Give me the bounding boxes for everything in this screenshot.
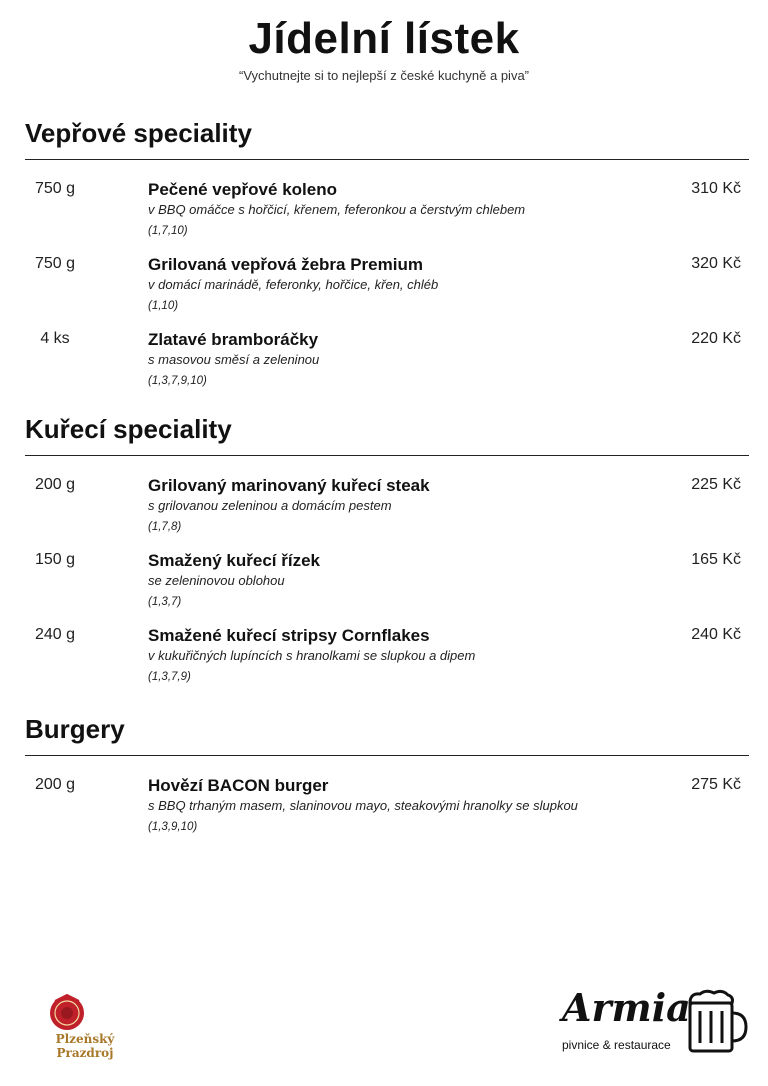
item-price: 165 Kč: [691, 551, 741, 568]
item-name: Hovězí BACON burger: [148, 776, 329, 795]
item-allergens: (1,3,7,9): [148, 671, 191, 683]
item-quantity: 4 ks: [40, 330, 70, 347]
item-quantity: 200 g: [34, 476, 76, 493]
item-quantity: 150 g: [34, 551, 76, 568]
menu-section-chicken: [25, 411, 749, 701]
item-allergens: (1,10): [148, 300, 179, 312]
item-name: Pečené vepřové koleno: [148, 180, 337, 199]
plzensky-prazdroj-wordmark: Plzeňský Prazdroj: [55, 1032, 115, 1060]
section-title: Burgery: [25, 714, 125, 744]
menu-section-pork: [25, 115, 749, 405]
item-allergens: (1,3,7): [148, 596, 182, 608]
item-allergens: (1,7,10): [148, 225, 188, 237]
armia-tagline: pivnice & restaurace: [562, 1038, 671, 1052]
item-price: 275 Kč: [691, 776, 741, 793]
page-title: Jídelní lístek: [248, 14, 520, 63]
section-title: Vepřové speciality: [25, 118, 252, 148]
plzensky-prazdroj-logo: [33, 994, 137, 1060]
item-description: v BBQ omáčce s hořčicí, křenem, feferonkou a čerstvým chlebem: [148, 202, 526, 217]
item-description: v kukuřičných lupíncích s hranolkami se slupkou a dipem: [148, 648, 476, 663]
item-description: se zeleninovou oblohou: [148, 573, 285, 588]
item-allergens: (1,7,8): [148, 521, 182, 533]
section-title: Kuřecí speciality: [25, 414, 232, 444]
armia-wordmark: Armia: [562, 985, 691, 1030]
item-name: Grilovaný marinovaný kuřecí steak: [148, 476, 430, 495]
menu-item: [25, 776, 749, 851]
menu-item: [25, 330, 749, 405]
menu-item: [25, 551, 749, 626]
item-name: Smažený kuřecí řízek: [148, 551, 320, 570]
menu-item: [25, 180, 749, 255]
item-price: 225 Kč: [691, 476, 741, 493]
menu-item: [25, 476, 749, 551]
menu-item: [25, 255, 749, 330]
item-description: v domácí marinádě, feferonky, hořčice, křen, chléb: [148, 277, 439, 292]
item-name: Zlatavé bramboráčky: [148, 330, 319, 349]
item-price: 240 Kč: [691, 626, 741, 643]
item-allergens: (1,3,9,10): [148, 821, 198, 833]
menu-item: [25, 626, 749, 701]
item-description: s grilovanou zeleninou a domácím pestem: [148, 498, 392, 513]
item-description: s masovou směsí a zeleninou: [148, 352, 320, 367]
item-allergens: (1,3,7,9,10): [148, 375, 207, 387]
item-quantity: 750 g: [34, 255, 76, 272]
item-price: 310 Kč: [691, 180, 741, 197]
item-quantity: 750 g: [34, 180, 76, 197]
item-quantity: 240 g: [34, 626, 76, 643]
item-name: Grilovaná vepřová žebra Premium: [148, 255, 423, 274]
item-price: 320 Kč: [691, 255, 741, 272]
brewery-seal-icon: [33, 994, 137, 1034]
item-name: Smažené kuřecí stripsy Cornflakes: [148, 626, 430, 645]
item-price: 220 Kč: [691, 330, 741, 347]
page-subtitle: “Vychutnejte si to nejlepší z české kuchyně a piva”: [239, 68, 529, 83]
armia-logo: [558, 985, 750, 1057]
item-description: s BBQ trhaným masem, slaninovou mayo, steakovými hranolky se slupkou: [148, 798, 578, 813]
menu-section-burgers: [25, 711, 749, 851]
beer-mug-icon: [684, 989, 748, 1055]
item-quantity: 200 g: [34, 776, 76, 793]
